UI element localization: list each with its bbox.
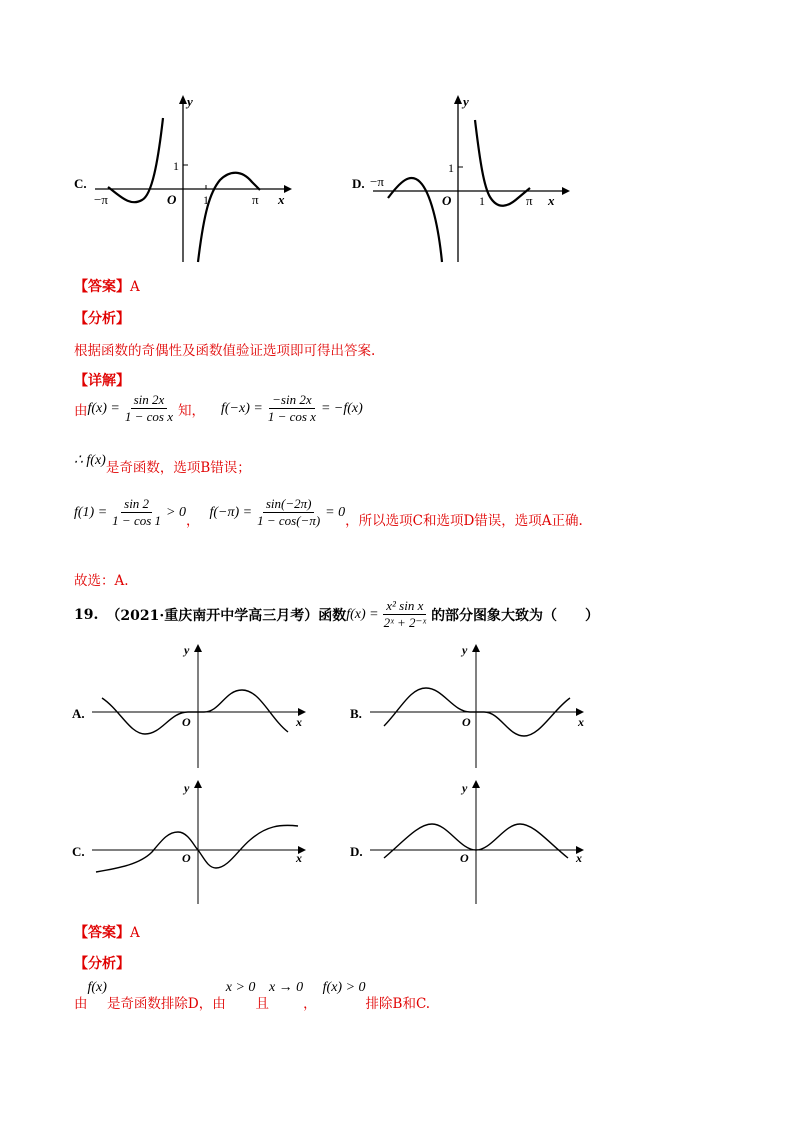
text-2: 且 xyxy=(255,996,269,1012)
line3-text: ，所以选项C和选项D错误，选项A正确. xyxy=(345,512,583,529)
graph-19-b xyxy=(348,640,588,774)
text-4: 排除B和C. xyxy=(365,996,431,1012)
analysis-tag: 【分析】 xyxy=(74,311,130,327)
option-label: B. xyxy=(350,706,362,721)
fx-math: f(x) xyxy=(87,980,107,995)
graph-c-top xyxy=(70,92,300,271)
x-to-0: x → 0 xyxy=(268,980,304,995)
origin-label: O xyxy=(462,715,471,729)
x-axis-label: x xyxy=(578,715,584,729)
graph-c-label: C. xyxy=(74,176,87,191)
origin-label: O xyxy=(182,851,191,865)
analysis-heading xyxy=(74,308,130,328)
origin-label: O xyxy=(442,193,452,208)
gt0: > 0 xyxy=(166,504,186,520)
y-axis-label: y xyxy=(187,94,193,109)
x-tick-pi: π xyxy=(252,192,259,207)
frac-num: x² sin x xyxy=(383,598,426,615)
y-axis-label: y xyxy=(462,781,468,795)
answer-line xyxy=(74,276,140,296)
fx-label: f(x) = xyxy=(87,400,120,416)
func-label: f(x) = xyxy=(346,606,379,622)
x-tick-1: 1 xyxy=(479,194,485,208)
analysis-text: 根据函数的奇偶性及函数值验证选项即可得出答案. xyxy=(74,343,376,359)
option-label: A. xyxy=(72,706,85,721)
x-tick-neg-pi: −π xyxy=(370,174,384,189)
eq-neg-fx: = −f(x) xyxy=(320,400,363,416)
answer-value: A xyxy=(130,279,140,295)
detail-line-1 xyxy=(74,392,363,425)
f-negx-label: f(−x) = xyxy=(221,400,263,416)
analysis19-text xyxy=(74,980,430,1012)
graph-19-d xyxy=(348,776,588,910)
detail-line-2 xyxy=(74,444,251,476)
f-negpi-label: f(−π) = xyxy=(209,504,253,520)
origin-label: O xyxy=(167,192,177,207)
origin-label: O xyxy=(182,715,191,729)
x-tick-pi: π xyxy=(526,193,533,208)
graph-c-curve-right xyxy=(198,173,260,262)
fx-gt-0: f(x) > 0 xyxy=(322,980,366,995)
choose-line: 故选：A. xyxy=(74,573,129,589)
answer-tag: 【答案】 xyxy=(74,925,130,941)
fraction-neg-sin2x xyxy=(265,392,319,425)
question-number: 19. xyxy=(74,606,99,623)
detail-line-3 xyxy=(74,496,583,529)
y-tick-1: 1 xyxy=(448,161,454,175)
detail-heading xyxy=(74,370,130,390)
q19-fraction xyxy=(381,598,429,631)
therefore-fx: ∴ f(x) xyxy=(74,452,106,468)
analysis19-heading xyxy=(74,953,130,973)
x-gt-0: x > 0 xyxy=(225,980,256,995)
y-tick-1: 1 xyxy=(173,159,179,173)
frac-den: 1 − cos(−π) xyxy=(257,513,321,528)
line1-prefix: 由 xyxy=(74,402,88,419)
x-axis-label: x xyxy=(296,715,302,729)
y-axis-label: y xyxy=(462,643,468,657)
x-axis-label: x xyxy=(576,851,582,865)
line2-text: 是奇函数，选项B错误； xyxy=(105,460,251,476)
fraction-sin2 xyxy=(109,496,164,529)
graph-d-curve-right xyxy=(475,120,530,206)
graph-19-c xyxy=(70,776,310,910)
frac-den: 1 − cos x xyxy=(267,409,316,424)
graph-curve xyxy=(96,825,298,872)
line1-mid: 知， xyxy=(178,402,205,419)
x-tick-1: 1 xyxy=(203,193,209,207)
origin-label: O xyxy=(460,851,469,865)
graph-19-a xyxy=(70,640,310,774)
question-source: （2021·重庆南开中学高三月考）函数 xyxy=(106,607,347,624)
text-1: 是奇函数排除D，由 xyxy=(106,996,226,1012)
frac-den: 1 − cos 1 xyxy=(112,513,162,528)
question-tail: 的部分图象大致为（ ） xyxy=(431,607,600,624)
text-prefix: 由 xyxy=(74,996,88,1012)
y-axis-label: y xyxy=(184,643,190,657)
y-axis-label: y xyxy=(184,781,190,795)
answer-value: A xyxy=(130,925,140,941)
y-axis-label: y xyxy=(463,94,469,109)
fraction-sin2x xyxy=(122,392,176,425)
x-axis-label: x xyxy=(278,192,285,207)
x-axis-label: x xyxy=(548,193,555,208)
eq0: = 0 xyxy=(325,504,346,520)
x-axis-label: x xyxy=(296,851,302,865)
graph-d-label: D. xyxy=(352,176,365,191)
frac-num: sin 2 xyxy=(121,496,152,513)
graph-d-top xyxy=(348,92,578,271)
x-tick-neg-pi: −π xyxy=(94,192,108,207)
frac-num: −sin 2x xyxy=(269,392,314,409)
frac-num: sin 2x xyxy=(131,392,168,409)
comma: ， xyxy=(185,512,200,529)
detail-tag: 【详解】 xyxy=(74,373,130,389)
option-label: C. xyxy=(72,844,85,859)
analysis-tag: 【分析】 xyxy=(74,956,130,972)
option-label: D. xyxy=(350,844,363,859)
f1-label: f(1) = xyxy=(74,504,108,520)
frac-den: 1 − cos x xyxy=(124,409,173,424)
answer-tag: 【答案】 xyxy=(74,279,130,295)
frac-num: sin(−2π) xyxy=(263,496,315,513)
text-3: ， xyxy=(303,996,317,1012)
fraction-sin-neg2pi xyxy=(254,496,323,529)
answer19-line xyxy=(74,922,140,942)
frac-den: 2ˣ + 2⁻ˣ xyxy=(383,615,427,630)
question-19 xyxy=(74,598,599,631)
